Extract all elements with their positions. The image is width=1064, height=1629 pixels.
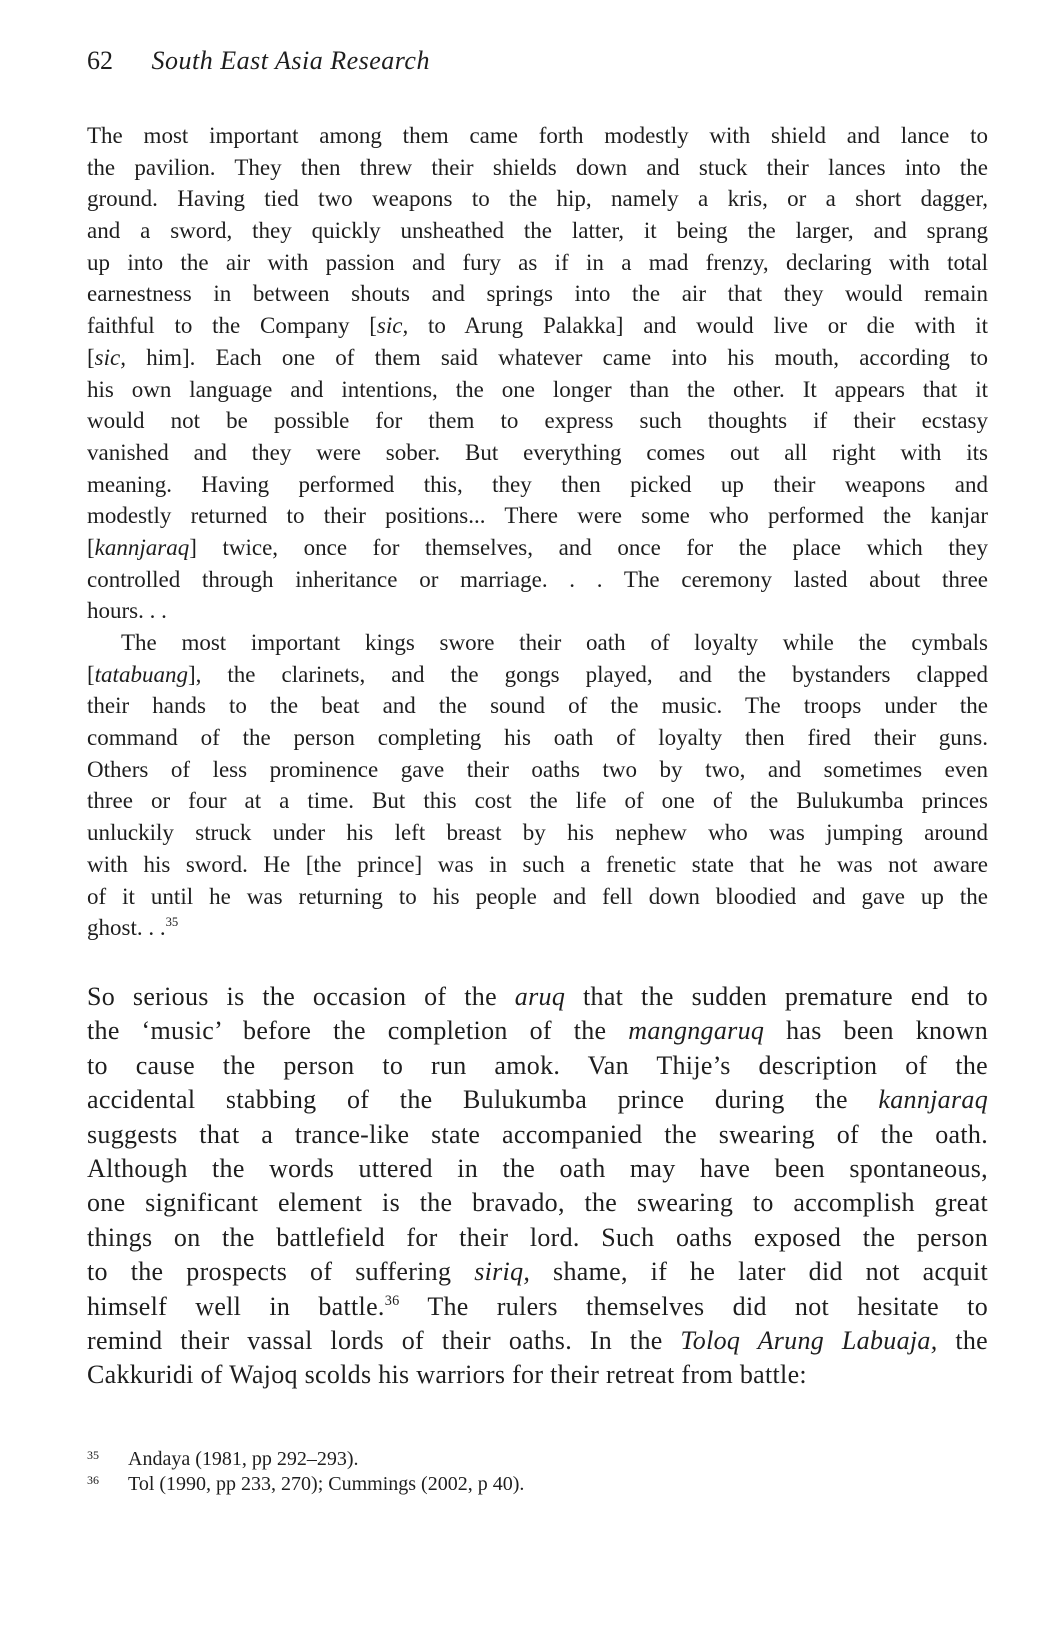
- body-paragraph: [87, 980, 988, 1393]
- text-line: [87, 469, 988, 501]
- text-line: [87, 881, 988, 913]
- text-run: their hands to the beat and the sound of the music. The troops under the: [87, 693, 988, 719]
- text-run: unluckily struck under his left breast by his nephew who was jumping around: [87, 820, 988, 846]
- text-run: ], the clarinets, and the gongs played, and the bystanders clapped: [187, 661, 988, 687]
- text-line: [87, 754, 988, 786]
- text-line: [87, 120, 988, 152]
- footnote-text: Tol (1990, pp 233, 270); Cummings (2002, p 40).: [128, 1473, 525, 1495]
- text-line: [87, 247, 988, 279]
- text-run: So serious is the occasion of the: [87, 982, 515, 1011]
- footnote-35: [87, 1448, 359, 1471]
- text-run: The most important among them came forth modestly with shield and lance to: [87, 123, 988, 148]
- text-line: [87, 500, 988, 532]
- text-line: [87, 1255, 988, 1289]
- text-line: [87, 1324, 988, 1358]
- text-line: [87, 1221, 988, 1255]
- text-line: [87, 1152, 988, 1186]
- footnote-number: 36: [87, 1473, 99, 1487]
- text-run: [: [87, 534, 95, 560]
- italic-text: sic,: [376, 313, 409, 339]
- text-line: [87, 849, 988, 881]
- text-line: [87, 817, 988, 849]
- text-run: Although the words uttered in the oath may have been spontaneous,: [87, 1153, 988, 1183]
- italic-text: kannjaraq: [94, 534, 190, 560]
- text-line: [87, 912, 988, 944]
- text-run: the ‘music’ before the completion of the: [87, 1016, 629, 1046]
- text-run: [: [87, 344, 95, 370]
- text-run: ] twice, once for themselves, and once for the place which they: [189, 534, 988, 560]
- text-run: remind their vassal lords of their oaths. In the: [87, 1325, 681, 1355]
- text-run: the: [937, 1325, 988, 1355]
- text-line: [87, 183, 988, 215]
- block-quote: [87, 120, 988, 944]
- text-run: to cause the person to run amok. Van Thije’s description of the: [87, 1050, 988, 1080]
- text-line: [87, 278, 988, 310]
- text-line: [87, 437, 988, 469]
- text-run: shame, if he later did not acquit: [530, 1257, 988, 1287]
- text-line: [87, 1290, 988, 1324]
- text-line: [87, 374, 988, 406]
- italic-text: mangngaruq: [628, 1016, 765, 1046]
- text-run: with his sword. He [the prince] was in such a frenetic state that he was not aware: [87, 851, 988, 877]
- italic-text: sic,: [94, 344, 126, 370]
- text-run: controlled through inheritance or marriage. . . The ceremony lasted about three: [87, 566, 988, 592]
- text-line: [87, 659, 988, 691]
- text-run: to the prospects of suffering: [87, 1257, 475, 1287]
- text-line: [87, 1186, 988, 1220]
- text-line: [87, 1358, 988, 1392]
- text-run: ghost. . .: [87, 915, 166, 941]
- text-run: of it until he was returning to his people and fell down bloodied and gave up the: [87, 883, 988, 909]
- text-run: modestly returned to their positions... There were some who performed the kanjar: [87, 503, 988, 529]
- footnote-36: [87, 1473, 524, 1496]
- text-line: [87, 342, 988, 374]
- footnote-text: Andaya (1981, pp 292–293).: [128, 1448, 359, 1470]
- text-line: [87, 1118, 988, 1152]
- text-run: things on the battlefield for their lord. Such oaths exposed the person: [87, 1222, 988, 1252]
- text-run: suggests that a trance-like state accompanied the swearing of the oath.: [87, 1119, 988, 1149]
- text-run: ground. Having tied two weapons to the hip, namely a kris, or a short dagger,: [87, 186, 988, 212]
- italic-text: Toloq Arung Labuaja,: [680, 1325, 938, 1355]
- footnote-ref: 36: [384, 1292, 400, 1309]
- text-run: [: [87, 661, 95, 687]
- journal-title: South East Asia Research: [151, 46, 430, 75]
- text-run: meaning. Having performed this, they then picked up their weapons and: [87, 471, 988, 497]
- text-run: earnestness in between shouts and springs into the air that they would remain: [87, 281, 988, 307]
- text-run: hours. . .: [87, 598, 167, 624]
- text-run: three or four at a time. But this cost the life of one of the Bulukumba princes: [87, 788, 988, 814]
- text-run: vanished and they were sober. But everything comes out all right with its: [87, 439, 988, 465]
- footnote-ref: 35: [165, 915, 179, 930]
- text-run: Cakkuridi of Wajoq scolds his warriors for their retreat from battle:: [87, 1360, 807, 1390]
- text-run: himself well in battle.: [87, 1291, 385, 1321]
- text-run: has been known: [764, 1016, 988, 1046]
- text-run: would not be possible for them to express such thoughts if their ecstasy: [87, 408, 988, 434]
- text-run: command of the person completing his oath of loyalty then fired their guns.: [87, 725, 988, 751]
- text-line: [87, 690, 988, 722]
- page-number: 62: [87, 46, 113, 75]
- italic-text: siriq,: [474, 1257, 531, 1287]
- italic-text: aruq: [514, 982, 566, 1011]
- text-run: The rulers themselves did not hesitate to: [399, 1291, 988, 1321]
- text-line: [87, 627, 988, 659]
- text-run: faithful to the Company [: [87, 313, 377, 339]
- text-run: one significant element is the bravado, the swearing to accomplish great: [87, 1188, 988, 1218]
- text-line: [87, 1014, 988, 1048]
- text-line: [87, 785, 988, 817]
- text-run: him]. Each one of them said whatever came into his mouth, according to: [125, 344, 988, 370]
- text-run: his own language and intentions, the one longer than the other. It appears that it: [87, 376, 988, 402]
- text-run: that the sudden premature end to: [565, 982, 988, 1011]
- text-line: [87, 405, 988, 437]
- text-line: [87, 532, 988, 564]
- footnote-number: 35: [87, 1448, 99, 1462]
- text-line: [87, 215, 988, 247]
- text-run: the pavilion. They then threw their shields down and stuck their lances into the: [87, 154, 988, 180]
- text-line: [87, 980, 988, 1014]
- italic-text: tatabuang: [94, 661, 188, 687]
- text-line: [87, 722, 988, 754]
- text-run: up into the air with passion and fury as if in a mad frenzy, declaring with total: [87, 249, 988, 275]
- running-header: [87, 46, 430, 76]
- italic-text: kannjaraq: [878, 1085, 988, 1115]
- text-run: Others of less prominence gave their oaths two by two, and sometimes even: [87, 756, 988, 782]
- text-line: [87, 1083, 988, 1117]
- text-line: [87, 152, 988, 184]
- text-run: The most important kings swore their oath of loyalty while the cymbals: [121, 630, 988, 655]
- text-line: [87, 1049, 988, 1083]
- text-run: accidental stabbing of the Bulukumba prince during the: [87, 1085, 879, 1115]
- text-run: to Arung Palakka] and would live or die with it: [408, 313, 988, 339]
- text-line: [87, 595, 988, 627]
- text-line: [87, 310, 988, 342]
- text-line: [87, 564, 988, 596]
- text-run: and a sword, they quickly unsheathed the latter, it being the larger, and sprang: [87, 218, 988, 244]
